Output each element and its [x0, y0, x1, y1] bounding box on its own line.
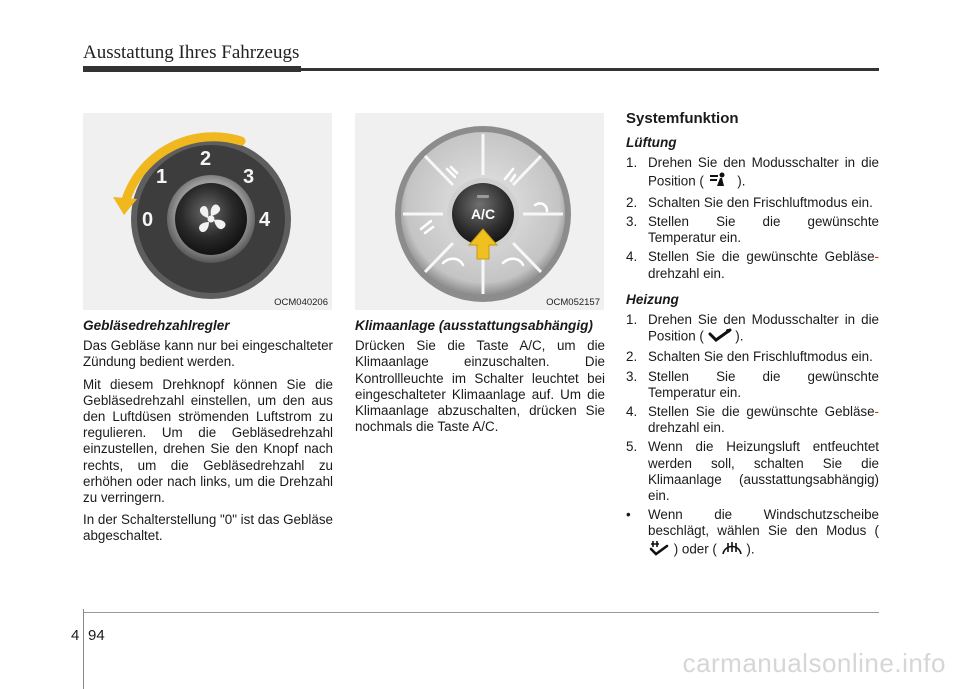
step-text: drehzahl ein. — [648, 265, 725, 281]
figure-code: OCM040206 — [274, 297, 328, 308]
step-number: 3. — [626, 368, 638, 384]
dial-label-0: 0 — [142, 209, 154, 231]
list-item — [626, 349, 879, 365]
step-text: ). — [746, 541, 755, 557]
page-number: 94 — [88, 627, 105, 644]
step-text: Stellen Sie die gewünschte Temperatur ein. — [648, 368, 879, 400]
step-text: Stellen Sie die gewünschte Gebläse — [648, 404, 875, 420]
step-text: Schalten Sie den Frischluftmodus ein. — [648, 349, 873, 365]
footer-divider — [83, 609, 84, 689]
step-text: Wenn die Heizungsluft entfeuchtet werden soll, schalten Sie die Klimaanlage (ausstattungsabhängig) ein. — [648, 439, 879, 504]
ac-indicator-light — [477, 195, 489, 198]
column-fan-speed — [83, 318, 333, 551]
column-air-conditioning — [355, 318, 605, 441]
list-item — [626, 369, 879, 401]
column-system-function — [626, 111, 879, 570]
figure-fan-dial — [83, 113, 332, 310]
paragraph: In der Schalterstellung "0" ist das Gebläse abgeschaltet. — [83, 512, 333, 544]
list-item — [626, 507, 879, 560]
steps-heating — [626, 312, 879, 560]
dial-label-4: 4 — [259, 209, 271, 231]
floor-mode-icon — [708, 328, 732, 346]
list-item — [626, 214, 879, 246]
dial-label-3: 3 — [243, 166, 255, 188]
step-text: Wenn die Windschutzscheibe beschlägt, wählen Sie den Modus ( — [648, 507, 879, 539]
figure-ac-control — [355, 113, 604, 310]
list-item — [626, 249, 879, 281]
step-text: Schalten Sie den Frischluftmodus ein. — [648, 194, 873, 210]
step-text: Drehen Sie den Modusschalter in die Position ( — [648, 155, 879, 189]
step-number: 1. — [626, 312, 638, 328]
steps-ventilation — [626, 155, 879, 281]
bullet: • — [626, 507, 631, 523]
subsection-title-ventilation: Lüftung — [626, 135, 677, 151]
page-header-title: Ausstattung Ihres Fahrzeugs — [83, 42, 300, 63]
section-caption: Gebläsedrehzahlregler — [83, 318, 230, 333]
list-item — [626, 312, 879, 346]
step-text: ) oder ( — [673, 541, 717, 557]
subsection-title-heating: Heizung — [626, 291, 679, 307]
step-number: 4. — [626, 249, 638, 265]
paragraph: Mit diesem Drehknopf können Sie die Gebläsedrehzahl einstellen, um den aus den Luftdüsen strömenden Luftstrom zu regulieren. Um die Gebläsedrehzahl einzustellen, drehen Sie den Knopf nach rechts, um die Gebläsedrehzahl zu erhöhen oder nach links, um die Drehzahl zu verringern. — [83, 376, 333, 506]
chapter-number: 4 — [71, 627, 80, 644]
list-item — [626, 404, 879, 436]
fan-dial-illustration — [83, 113, 332, 310]
step-number: 3. — [626, 214, 638, 230]
hyphen: - — [874, 404, 879, 420]
step-number: 2. — [626, 349, 638, 365]
vent-face-mode-icon — [708, 172, 734, 192]
step-number: 5. — [626, 439, 638, 455]
step-text: Drehen Sie den Modusschalter in die Position ( — [648, 312, 879, 344]
step-text: ). — [737, 173, 746, 189]
watermark: carmanualsonline.info — [682, 648, 946, 678]
step-number: 1. — [626, 155, 638, 171]
section-title: Systemfunktion — [626, 110, 739, 127]
section-caption: Klimaanlage (ausstattungsabhängig) — [355, 318, 593, 333]
header-rule — [83, 68, 879, 71]
step-number: 4. — [626, 404, 638, 420]
figure-code: OCM052157 — [546, 297, 600, 308]
paragraph: Das Gebläse kann nur bei eingeschalteter Zündung bedient werden. — [83, 338, 333, 370]
step-text: Stellen Sie die gewünschte Temperatur ein. — [648, 214, 879, 246]
step-text: drehzahl ein. — [648, 420, 725, 436]
step-number: 2. — [626, 194, 638, 210]
paragraph: Drücken Sie die Taste A/C, um die Klimaanlage einzuschalten. Die Kontrollleuchte im Schalter leuchtet bei eingeschalteter Klimaanlage auf. Um die Klimaanlage abzuschalten, drücken Sie nochmals die Taste A/C. — [355, 338, 605, 435]
defrost-mode-icon — [721, 540, 743, 560]
list-item — [626, 439, 879, 504]
ac-control-illustration — [355, 113, 604, 310]
defrost-floor-mode-icon — [648, 540, 670, 560]
footer-rule — [83, 612, 879, 613]
ac-button-label: A/C — [470, 206, 496, 222]
step-text: ). — [735, 328, 744, 344]
step-text: Stellen Sie die gewünschte Gebläse — [648, 249, 875, 265]
list-item — [626, 155, 879, 191]
list-item — [626, 195, 879, 211]
dial-label-1: 1 — [156, 166, 168, 188]
hyphen: - — [874, 249, 879, 265]
dial-label-2: 2 — [200, 148, 212, 170]
